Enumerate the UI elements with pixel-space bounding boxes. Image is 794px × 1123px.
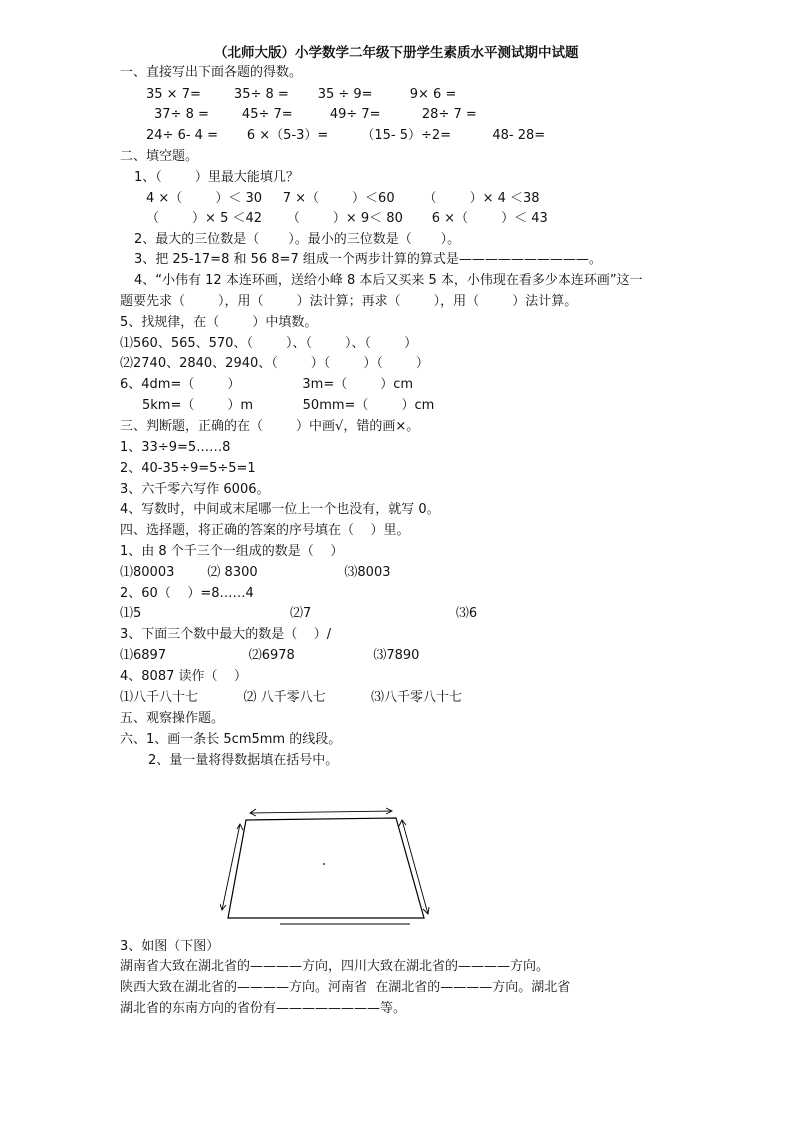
section-4-heading: 四、选择题，将正确的答案的序号填在（ ）里。 [120,523,410,538]
choice-q2: 2、60（ ）=8……4 [120,586,254,601]
right-measure-arrow [402,820,428,914]
section-1-heading: 一、直接写出下面各题的得数。 [120,65,303,80]
center-dot [323,863,325,865]
arith-row-1: 35 × 7= 35÷ 8 = 35 ÷ 9= 9× 6 = [146,87,457,102]
choice-q2-options: ⑴5 ⑵7 ⑶6 [120,606,478,621]
trapezoid-shape [228,818,424,918]
judge-q4: 4、写数时，中间或末尾哪一位上一个也没有，就写 0。 [120,502,440,517]
fill-q1-row-1: 4 ×（ ）＜ 30 7 ×（ ）＜60 （ ）× 4 ＜38 [146,191,540,206]
fill-q6-row-1: 6、4dm=（ ） 3m=（ ）cm [120,377,414,392]
top-measure-arrow [250,811,392,813]
section-2-heading: 二、填空题。 [120,149,199,164]
judge-q3: 3、六千零六写作 6006。 [120,482,270,497]
fill-q3: 3、把 25-17=8 和 56 8=7 组成一个两步计算的算式是——————————。 [134,252,602,267]
judge-q1: 1、33÷9=5……8 [120,440,231,455]
fill-q1-row-2: （ ）× 5 ＜42 （ ）× 9＜ 80 6 ×（ ）＜ 43 [146,211,548,226]
section-6-q3: 3、如图（下图） [120,939,220,954]
fill-q5: 5、找规律，在（ ）中填数。 [120,315,318,330]
choice-q3: 3、下面三个数中最大的数是（ ）/ [120,627,332,642]
fill-q1: 1、（ ）里最大能填几？ [134,170,299,185]
choice-q1-options: ⑴80003 ⑵ 8300 ⑶8003 [120,565,391,580]
arith-row-3: 24÷ 6- 4 = 6 ×（5-3）= （15- 5）÷2= 48- 28= [146,128,546,143]
choice-q1: 1、由 8 个千三个一组成的数是（ ） [120,544,344,559]
page-title: （北师大版）小学数学二年级下册学生素质水平测试期中试题 [214,45,579,61]
map-q-line-2: 陕西大致在湖北省的————方向。河南省 在湖北省的————方向。湖北省 [120,980,571,995]
choice-q3-options: ⑴6897 ⑵6978 ⑶7890 [120,648,420,663]
choice-q4-options: ⑴八千八十七 ⑵ 八千零八七 ⑶八千零八十七 [120,690,463,705]
trapezoid-figure [220,806,440,926]
arith-row-2: 37÷ 8 = 45÷ 7= 49÷ 7= 28÷ 7 = [154,107,477,122]
fill-q5-row-2: ⑵2740、2840、2940、（ ）（ ）（ ） [120,356,429,371]
fill-q5-row-1: ⑴560、565、570、（ ）、（ ）、（ ） [120,336,418,351]
section-3-heading: 三、判断题，正确的在（ ）中画√，错的画×。 [120,419,420,434]
map-q-line-1: 湖南省大致在湖北省的————方向，四川大致在湖北省的————方向。 [120,959,550,974]
section-5-heading: 五、观察操作题。 [120,711,225,726]
fill-q2: 2、最大的三位数是（ ）。最小的三位数是（ ）。 [134,232,461,247]
left-arrowhead-top [237,824,243,830]
fill-q6-row-2: 5km=（ ）m 50mm=（ ）cm [142,398,435,413]
fill-q4-cont: 题要先求（ ），用（ ）法计算；再求（ ），用（ ）法计算。 [120,294,578,309]
choice-q4: 4、8087 读作（ ） [120,669,248,684]
section-6-q1: 六、1、画一条长 5cm5mm 的线段。 [120,732,342,747]
section-6-q2: 2、量一量将得数据填在括号中。 [148,753,339,768]
map-q-line-3: 湖北省的东南方向的省份有————————等。 [120,1001,407,1016]
judge-q2: 2、40-35÷9=5÷5=1 [120,461,256,476]
fill-q4: 4、“小伟有 12 本连环画，送给小峰 8 本后又买来 5 本，小伟现在看多少本连环画”这一 [134,273,643,288]
